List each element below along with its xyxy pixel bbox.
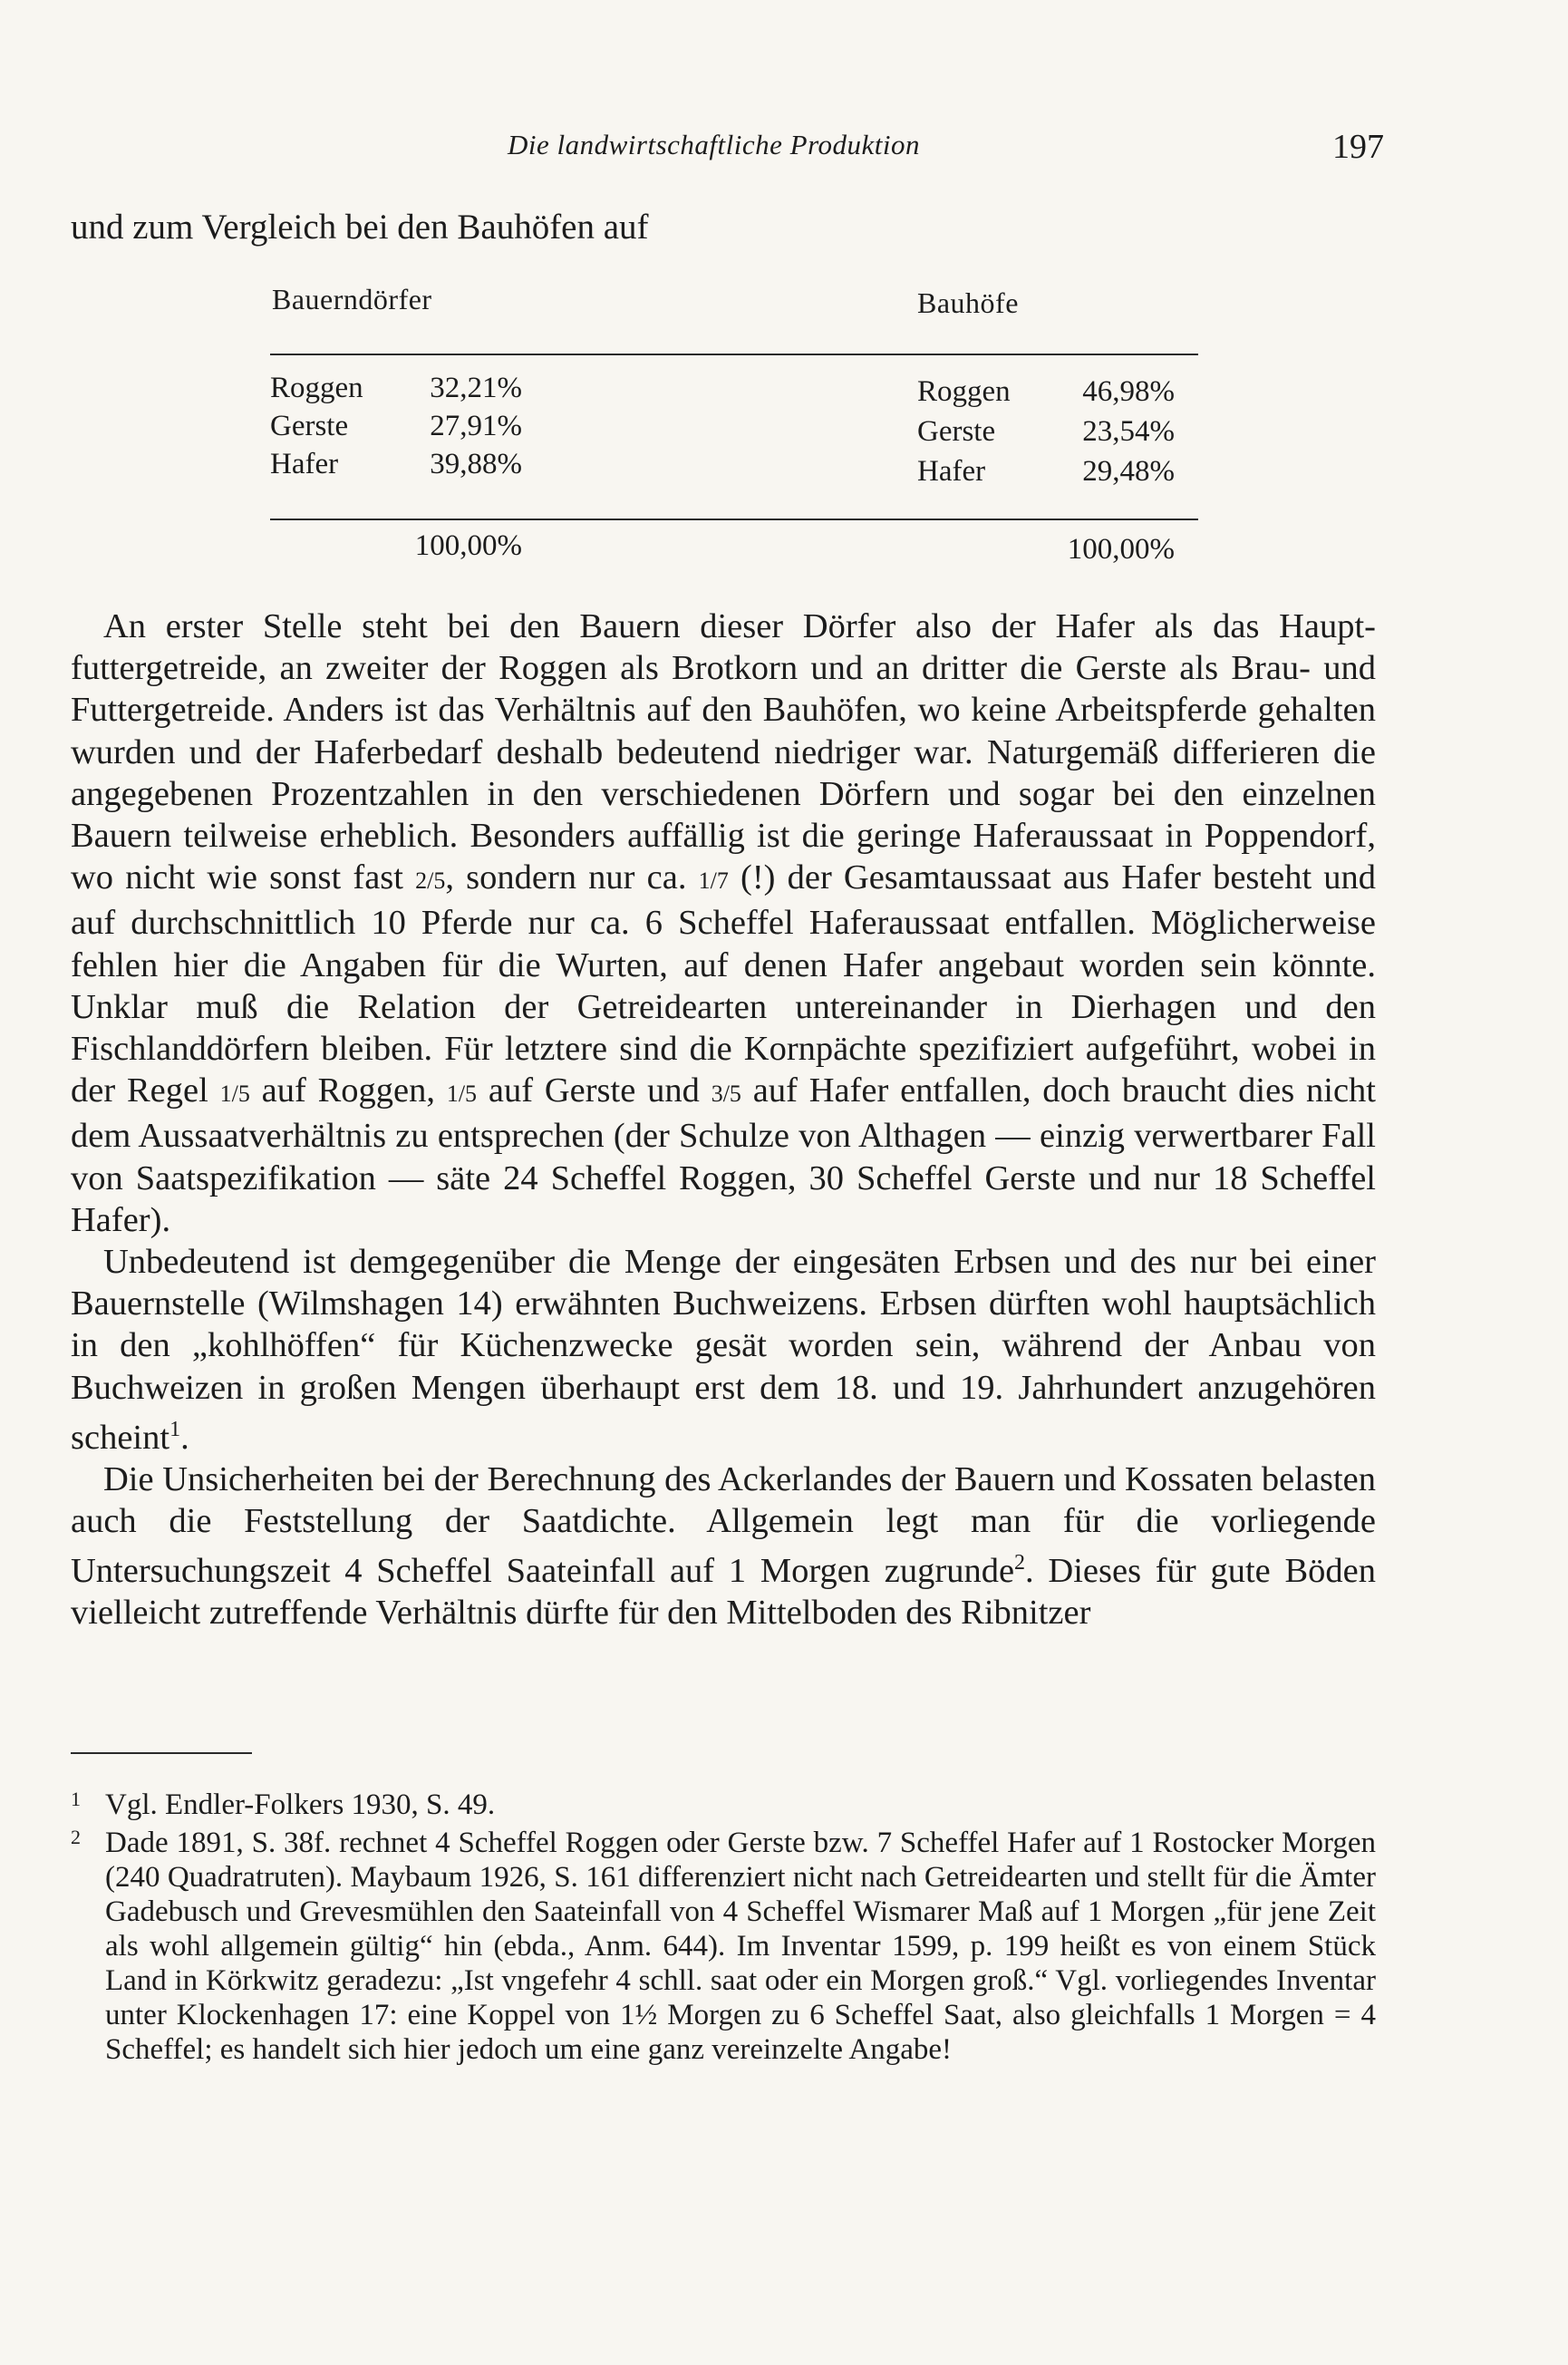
table-bottom-rule [270,519,1198,520]
left-value-hafer: 39,88% [430,448,522,480]
left-value-gerste: 27,91% [430,410,522,442]
p3-text: Die Unsicherheiten bei der Berechnung des Ackerlandes der Bauern und Kossaten belasten auch die Feststellung der Saatdichte. Allgemein legt man für die vorliegende Untersuchungszeit 4 Scheffel Saateinfall auf 1 Morgen zugrunde [71,1459,1376,1591]
footnote-1 [71,1788,1376,1822]
footnote-ref-1[interactable]: 1 [169,1417,181,1441]
p2-text: Unbedeutend ist demgegenüber die Menge der eingesäten Erbsen und des nur bei einer Bauernstelle (Wilmshagen 14) erwähnten Buchweizens. Erbsen dürften wohl hauptsächlich in den „kohlhöffen“ für Küchenzwecke gesät worden sein, während der Anbau von Buchweizen in großen Mengen überhaupt erst dem 18. und 19. Jahrhundert anzugehören scheint [71,1243,1376,1457]
fraction-1-5-b: 1/5 [446,1081,478,1108]
paragraph-2 [71,1241,1376,1459]
footnote-mark-1: 1 [71,1788,81,1810]
left-crop-roggen: Roggen [270,372,363,404]
p3-end: . Dieses für gute Böden vielleicht zutreffende Verhältnis dürfte für den Mittelboden des Ribnitzer [71,1552,1376,1633]
footnote-text-2: Dade 1891, S. 38f. rechnet 4 Scheffel Roggen oder Gerste bzw. 7 Scheffel Hafer auf 1 Rostocker Morgen (240 Quadratruten). Maybaum 1926, S. 161 differenziert nicht nach Getreidearten und stellt für die Ämter Gadebusch und Grevesmühlen den Saateinfall von 4 Scheffel Wismarer Maß auf 1 Morgen „für jene Zeit als wohl allgemein gültig“ hin (ebda., Anm. 644). Im Inventar 1599, p. 199 heißt es von einem Stück Land in Körkwitz geradezu: „Ist vngefehr 4 schll. saat oder ein Morgen groß.“ Vgl. vorliegendes Inventar unter Klockenhagen 17: eine Koppel von 1½ Morgen zu 6 Scheffel Saat, also gleichfalls 1 Morgen = 4 Scheffel; es handelt sich hier jedoch um eine ganz vereinzelte Angabe! [105,1827,1376,2066]
body-text [71,606,1376,1634]
p1-part-b: , sondern nur ca. [445,858,687,897]
table-top-rule [270,354,1198,355]
right-crop-hafer: Hafer [917,455,986,488]
right-value-roggen: 46,98% [1082,375,1175,408]
footnote-text-1: Vgl. Endler-Folkers 1930, S. 49. [105,1788,496,1821]
right-crop-gerste: Gerste [917,415,996,448]
left-crop-gerste: Gerste [270,410,349,442]
p1-part-d: auf Roggen, [261,1071,436,1110]
p1-part-f: auf Hafer entfallen, doch braucht dies nicht dem Aussaatverhältnis zu entsprechen (der Schulze von Althagen — einzig verwertbarer Fall von Saatspezifikation — säte 24 Scheffel Roggen, 30 Scheffel Gerste und nur 18 Scheffel Hafer). [71,1071,1376,1239]
right-crop-roggen: Roggen [917,375,1011,408]
footnotes [71,1788,1376,2070]
footnote-mark-2: 2 [71,1826,81,1848]
fraction-1-5-a: 1/5 [219,1081,250,1108]
fraction-3-5: 3/5 [711,1081,741,1108]
right-value-gerste: 23,54% [1082,415,1175,448]
table-head-bauerndoerfer: Bauerndörfer [272,283,432,315]
left-crop-hafer: Hafer [270,448,339,480]
p1-part-c: (!) der Gesamtaussaat aus Hafer besteht und auf durchschnittlich 10 Pferde nur ca. 6 Scheffel Haferaussaat entfallen. Möglicherweise fehlen hier die Angaben für die Wurten, auf denen Hafer angebaut worden sein könnte. Unklar muß die Relation der Getreidearten untereinander in Dierhagen und den Fischlanddörfern bleiben. Für letztere sind die Kornpächte spezifiziert aufgeführt, wobei in der Regel [71,858,1377,1110]
p2-end: . [180,1418,189,1457]
running-title: Die landwirtschaftliche Produktion [508,129,920,160]
left-value-roggen: 32,21% [430,372,522,404]
footnote-2 [71,1826,1376,2067]
table-head-bauhoefe: Bauhöfe [917,286,1019,319]
footnote-ref-2[interactable]: 2 [1014,1551,1026,1575]
paragraph-3 [71,1459,1376,1634]
footnote-rule [71,1752,252,1754]
right-value-hafer: 29,48% [1082,455,1175,488]
page-number: 197 [1332,128,1384,166]
p1-part-a: An erster Stelle steht bei den Bauern dieser Dörfer also der Hafer als das Hauptfuttergetreide, an zweiter der Roggen als Brotkorn und an dritter die Gerste als Brau- und Futtergetreide. Anders ist das Verhältnis auf den Bauhöfen, wo keine Arbeitspferde gehalten wurden und der Haferbedarf deshalb bedeutend niedriger war. Naturgemäß differieren die angegebenen Prozentzahlen in den verschiedenen Dörfern und sogar bei den einzelnen Bauern teilweise erheblich. Besonders auffällig ist die geringe Haferaussaat in Poppendorf, wo nicht wie sonst fast [71,607,1376,897]
paragraph-1 [71,606,1376,1241]
p1-part-e: auf Gerste und [488,1071,700,1110]
fraction-1-7: 1/7 [698,867,729,895]
fraction-2-5: 2/5 [415,867,446,895]
left-total: 100,00% [414,529,522,562]
right-total: 100,00% [1067,533,1175,566]
intro-line: und zum Vergleich bei den Bauhöfen auf [71,208,649,247]
